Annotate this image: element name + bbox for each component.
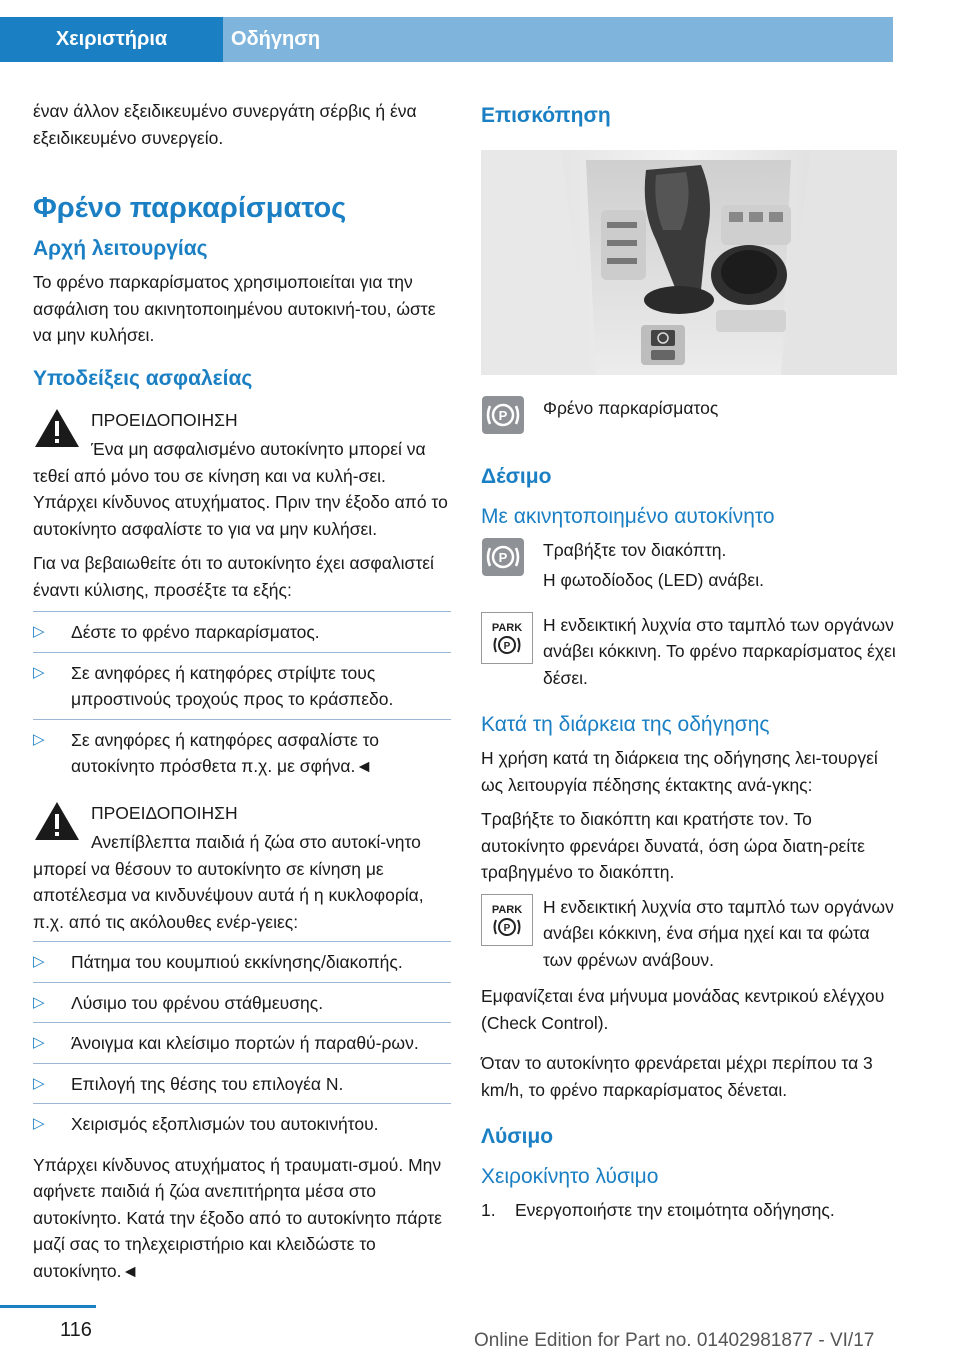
list-item <box>33 652 451 719</box>
step-text: Ενεργοποιήστε την ετοιμότητα οδήγησης. <box>515 1200 835 1220</box>
warning-text: Ένα μη ασφαλισμένο αυτοκίνητο μπορεί να τεθεί από μόνο του σε κίνηση και να κυλή-σει. Υπάρχει κίνδυνος ατυχήματος. Πριν την έξοδο από το αυτοκίνητο ασφαλίστε το για να μην κυλήσει. <box>33 439 448 539</box>
driving-text: Τραβήξτε το διακόπτη και κρατήστε τον. Το αυτοκίνητο φρενάρει δυνατά, όση ώρα διατη-ρείτε τραβηγμένο το διακόπτη. <box>481 809 865 882</box>
bullet-arrow-icon: ▷ <box>33 663 45 681</box>
pull-switch-row <box>481 537 897 602</box>
list-item-text: Χειρισμός εξοπλισμών του αυτοκινήτου. <box>71 1114 379 1134</box>
page-number: 116 <box>60 1319 92 1341</box>
svg-text:P: P <box>503 922 511 934</box>
list-item <box>33 719 451 786</box>
indicator-row <box>481 612 897 692</box>
bullet-arrow-icon: ▷ <box>33 1115 45 1132</box>
tab-label: Χειριστήρια <box>55 28 168 50</box>
bullet-arrow-icon: ▷ <box>33 1074 45 1092</box>
stationary-heading: Με ακινητοποιημένο αυτοκίνητο <box>481 504 775 528</box>
indicator-text: Η ενδεικτική λυχνία στο ταμπλό των οργάνων ανάβει κόκκινη, ένα σήμα ηχεί και τα φώτα των φρένων ανάβουν. <box>543 896 894 970</box>
parking-brake-icon <box>481 395 531 443</box>
list-item <box>33 1022 451 1063</box>
list-item-text: Σε ανηφόρες ή κατηφόρες στρίψτε τους μπροστινούς τροχούς προς το κράσπεδο. <box>71 662 394 709</box>
precaution-list <box>33 611 451 786</box>
list-item <box>33 1103 451 1144</box>
principle-heading: Αρχή λειτουργίας <box>33 237 208 260</box>
tab-controls[interactable] <box>0 17 223 62</box>
caption-row <box>481 395 897 443</box>
photo-caption: Φρένο παρκαρίσματος <box>543 398 719 418</box>
warning-block <box>33 407 451 543</box>
right-column <box>481 98 897 1224</box>
led-text: Η φωτοδίοδος (LED) ανάβει. <box>543 570 764 590</box>
release-speed-text: Όταν το αυτοκίνητο φρενάρεται μέχρι περίπου τα 3 km/h, το φρένο παρκαρίσματος δένεται. <box>481 1053 873 1100</box>
pull-switch-text: Τραβήξτε τον διακόπτη. <box>543 539 727 560</box>
step-number: 1. <box>481 1200 496 1220</box>
safety-heading: Υποδείξεις ασφαλείας <box>33 366 253 390</box>
list-item <box>33 941 451 982</box>
release-heading: Λύσιμο <box>481 1125 554 1148</box>
warning-block <box>33 800 451 936</box>
left-column <box>33 98 451 1292</box>
section-title: Φρένο παρκαρίσματος <box>33 192 347 224</box>
warning-after-text: Υπάρχει κίνδυνος ατυχήματος ή τραυματι-σμού. Μην αφήνετε παιδιά ή ζώα ανεπιτήρητα μέσα στο αυτοκίνητο. Κατά την έξοδο από το αυτοκίνητο πάρτε μαζί σας το τηλεχειριστήριο και κλειδώστε το αυτοκίνητο.◄ <box>33 1154 442 1281</box>
apply-heading: Δέσιμο <box>481 464 552 488</box>
park-indicator-icon <box>481 612 531 672</box>
svg-text:PARK: PARK <box>491 621 523 634</box>
svg-text:PARK: PARK <box>491 903 523 916</box>
bullet-arrow-icon: ▷ <box>33 730 45 748</box>
overview-heading: Επισκόπηση <box>481 104 611 127</box>
svg-text:P: P <box>503 640 511 652</box>
bullet-arrow-icon: ▷ <box>33 1034 45 1051</box>
intro-text: έναν άλλον εξειδικευμένο συνεργάτη σέρβις ή ένα εξειδικευμένο συνεργείο. <box>33 101 417 148</box>
parking-brake-icon <box>481 537 531 585</box>
warning-label: ΠΡΟΕΙΔΟΠΟΙΗΣΗ <box>91 409 238 430</box>
bullet-arrow-icon: ▷ <box>33 953 45 970</box>
indicator-row <box>481 894 897 974</box>
action-list <box>33 941 451 1144</box>
driving-heading: Κατά τη διάρκεια της οδήγησης <box>481 713 770 736</box>
check-control-text: Εμφανίζεται ένα μήνυμα μονάδας κεντρικού ελέγχου (Check Control). <box>481 986 885 1033</box>
warning-text: Ανεπίβλεπτα παιδιά ή ζώα στο αυτοκί-νητο μπορεί να θέσουν το αυτοκίνητο σε κίνηση με αποτέλεσμα να κινδυνέψουν αυτά ή η κυκλοφορία, π.χ. από τις ακόλουθες ενέρ-γειες: <box>33 832 424 932</box>
principle-text: Το φρένο παρκαρίσματος χρησιμοποιείται για την ασφάλιση του ακινητοποιημένου αυτοκινή-του, ώστε να μην κυλήσει. <box>33 272 436 345</box>
list-item <box>33 982 451 1023</box>
list-item <box>33 1063 451 1104</box>
list-item-text: Λύσιμο του φρένου στάθμευσης. <box>71 992 324 1013</box>
step-item <box>481 1197 897 1224</box>
tab-label: Οδήγηση <box>231 28 321 50</box>
list-item-text: Άνοιγμα και κλείσιμο πορτών ή παραθύ-ρων. <box>71 1033 419 1053</box>
edition-footer: Online Edition for Part no. 01402981877 - VI/17 <box>474 1330 875 1351</box>
indicator-text: Η ενδεικτική λυχνία στο ταμπλό των οργάνων ανάβει κόκκινη. Το φρένο παρκαρίσματος έχει δέσει. <box>543 614 896 688</box>
list-item <box>33 611 451 652</box>
svg-text:P: P <box>498 549 508 565</box>
tab-bar <box>0 0 893 62</box>
list-item-text: Πάτημα του κουμπιού εκκίνησης/διακοπής. <box>71 952 403 972</box>
bullet-arrow-icon: ▷ <box>33 993 45 1011</box>
list-item-text: Σε ανηφόρες ή κατηφόρες ασφαλίστε το αυτοκίνητο πρόσθετα π.χ. με σφήνα.◄ <box>71 729 380 776</box>
park-indicator-icon <box>481 894 531 954</box>
bullet-arrow-icon: ▷ <box>33 623 45 640</box>
svg-text:P: P <box>498 408 508 423</box>
list-item-text: Δέστε το φρένο παρκαρίσματος. <box>71 622 320 642</box>
center-console-photo <box>481 150 897 375</box>
footer-rule <box>0 1305 96 1308</box>
warning-after-text: Για να βεβαιωθείτε ότι το αυτοκίνητο έχει ασφαλιστεί έναντι κύλισης, προσέξτε τα εξής: <box>33 553 434 600</box>
list-item-text: Επιλογή της θέσης του επιλογέα N. <box>71 1073 344 1094</box>
tab-driving[interactable] <box>223 17 893 62</box>
warning-label: ΠΡΟΕΙΔΟΠΟΙΗΣΗ <box>91 802 238 823</box>
driving-text: Η χρήση κατά τη διάρκεια της οδήγησης λει-τουργεί ως λειτουργία πέδησης έκτακτης ανά-γκης: <box>481 748 878 795</box>
manual-release-heading: Χειροκίνητο λύσιμο <box>481 1165 659 1188</box>
